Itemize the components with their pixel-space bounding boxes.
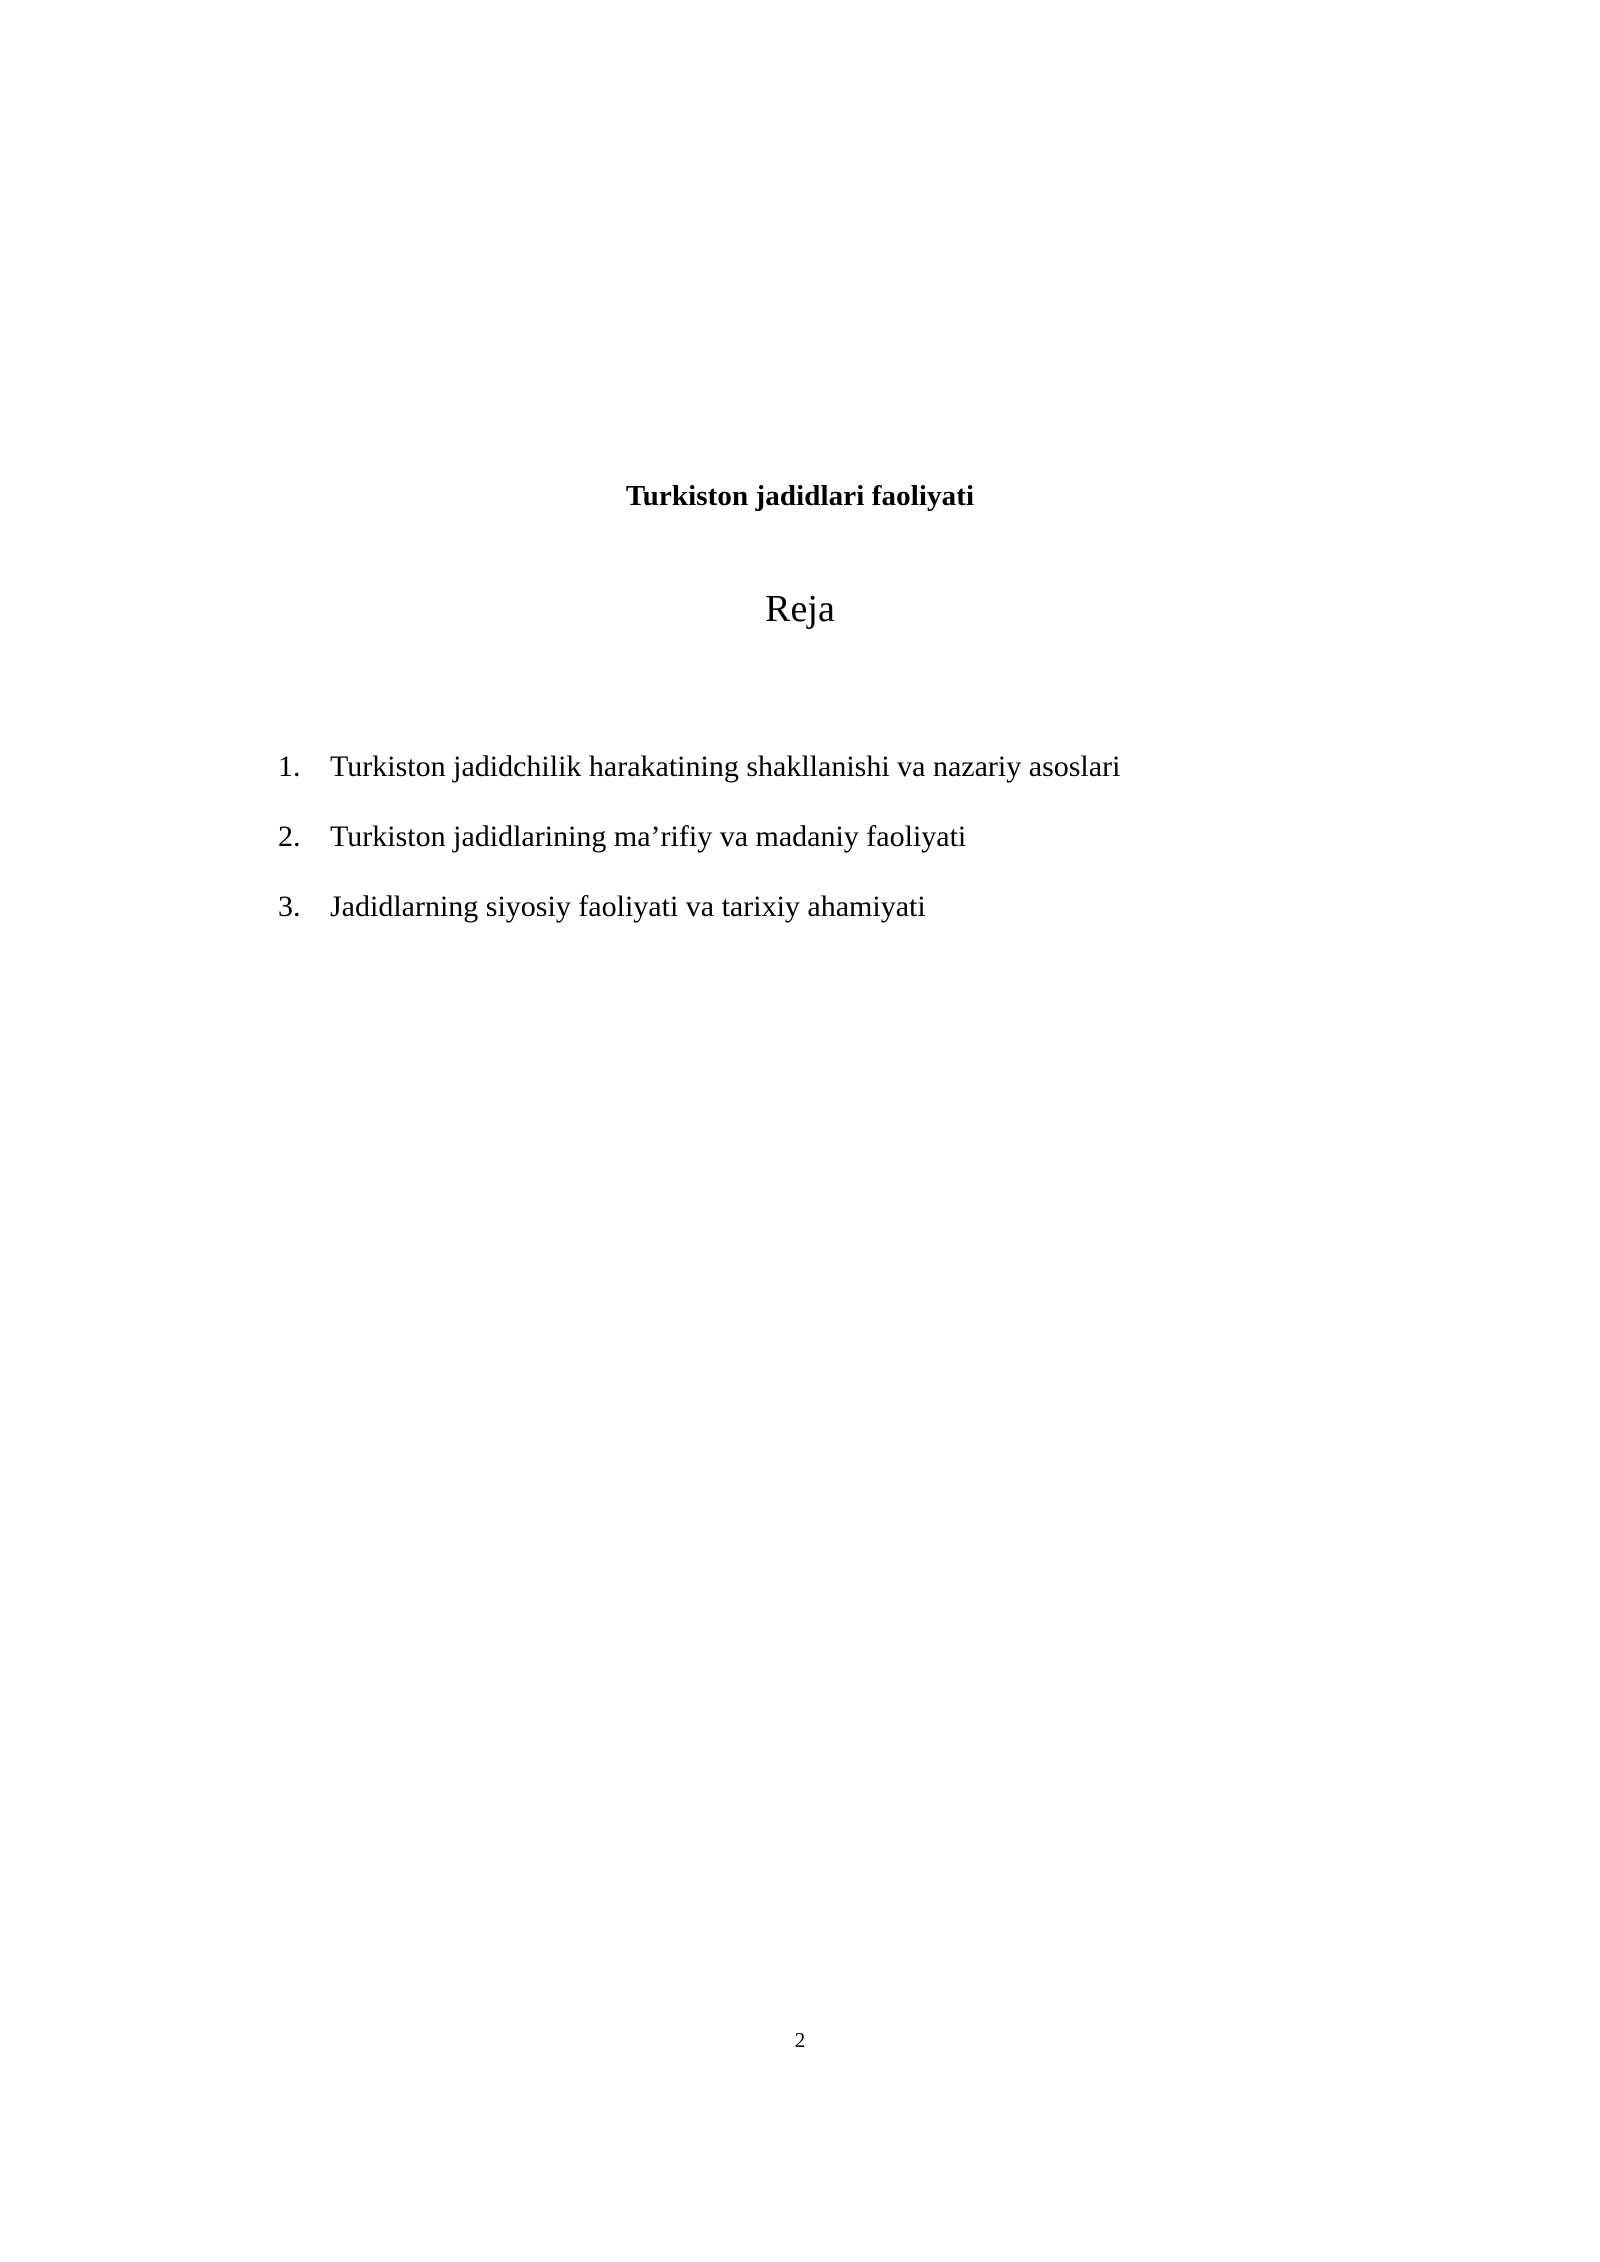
list-item-marker: 2. [278, 820, 301, 853]
list-item-marker: 1. [278, 750, 301, 783]
section-heading-reja: Reja [765, 588, 835, 630]
list-item [278, 752, 1518, 782]
list-item-label: Turkiston jadidchilik harakatining shakllanishi va nazariy asoslari [330, 750, 1121, 783]
list-item [278, 892, 1518, 922]
page-number: 2 [794, 2028, 806, 2052]
page-title: Turkiston jadidlari faoliyati [625, 480, 975, 512]
list-item-label: Turkiston jadidlarining ma’rifiy va madaniy faoliyati [330, 820, 967, 853]
plan-list [278, 752, 1518, 922]
list-item [278, 822, 1518, 852]
list-item-marker: 3. [278, 890, 301, 923]
list-item-label: Jadidlarning siyosiy faoliyati va tarixiy ahamiyati [330, 890, 926, 923]
